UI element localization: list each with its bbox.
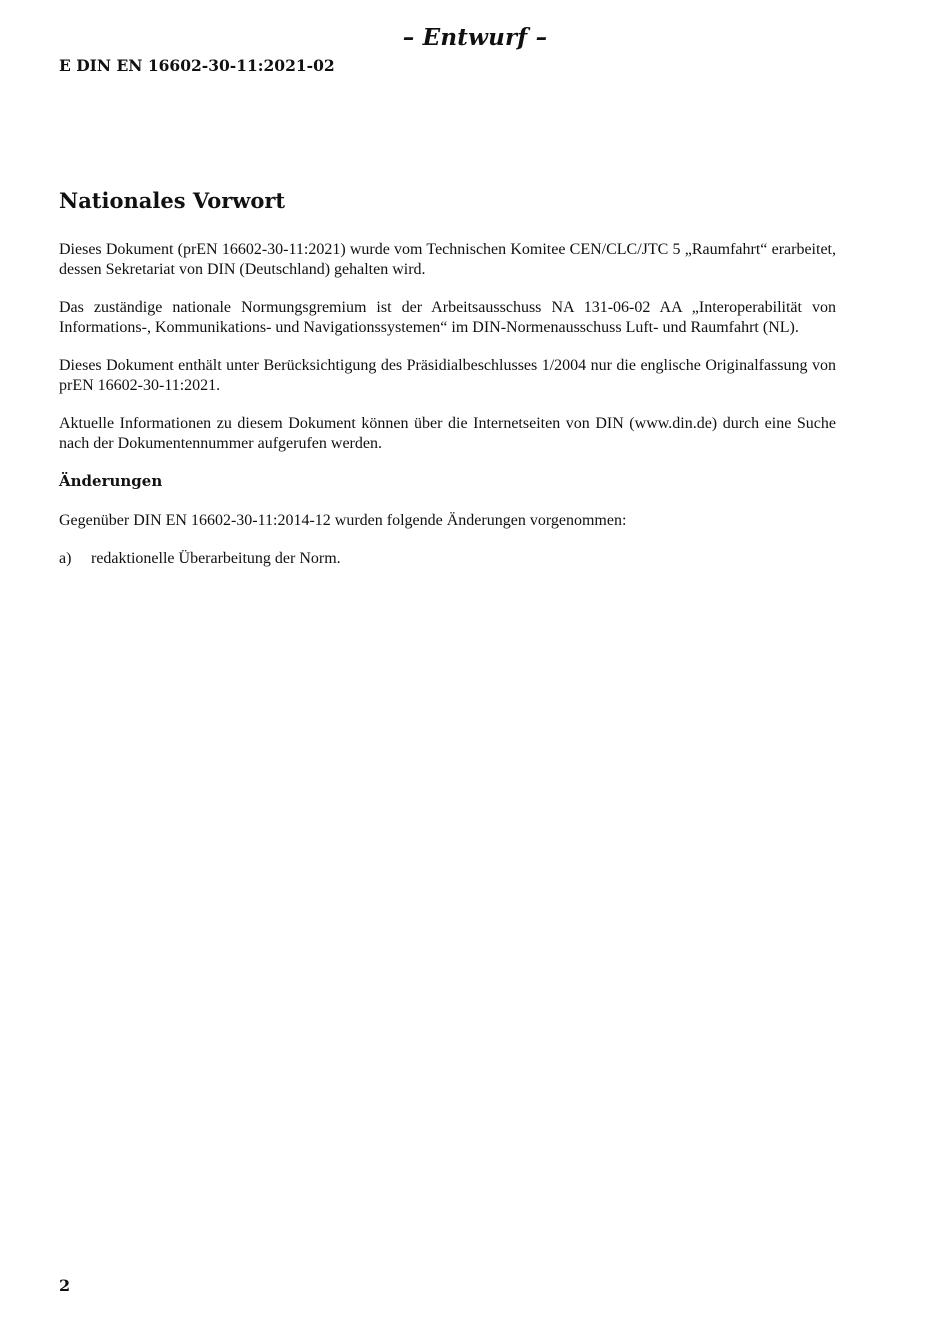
document-id: E DIN EN 16602-30-11:2021-02 (59, 56, 335, 75)
changes-heading: Änderungen (59, 472, 163, 490)
foreword-paragraph-4: Aktuelle Informationen zu diesem Dokument können über die Internetseiten von DIN (www.din.de) durch eine Suche nach der Dokumentennummer aufgerufen werden. (59, 415, 836, 452)
list-item-text: redaktionelle Überarbeitung der Norm. (91, 550, 341, 567)
list-item-marker: a) (59, 550, 72, 567)
changes-intro: Gegenüber DIN EN 16602-30-11:2014-12 wurden folgende Änderungen vorgenommen: (59, 511, 627, 529)
page-body (59, 186, 836, 569)
foreword-paragraph-2: Das zuständige nationale Normungsgremium ist der Arbeitsausschuss NA 131-06-02 AA „Interoperabilität von Informations-, Kommunikations- und Navigationssystemen“ im DIN-Normenausschuss Luft- und Raumfahrt (NL). (59, 299, 836, 336)
page-number: 2 (59, 1276, 71, 1295)
section-title: Nationales Vorwort (59, 188, 286, 213)
foreword-paragraph-3: Dieses Dokument enthält unter Berücksichtigung des Präsidialbeschlusses 1/2004 nur die englische Originalfassung von prEN 16602-30-11:2021. (59, 357, 836, 394)
foreword-paragraph-1: Dieses Dokument (prEN 16602-30-11:2021) wurde vom Technischen Komitee CEN/CLC/JTC 5 „Raumfahrt“ erarbeitet, dessen Sekretariat von DIN (Deutschland) gehalten wird. (59, 241, 836, 278)
draft-banner: – Entwurf – (402, 24, 548, 51)
changes-list-item (59, 549, 836, 569)
